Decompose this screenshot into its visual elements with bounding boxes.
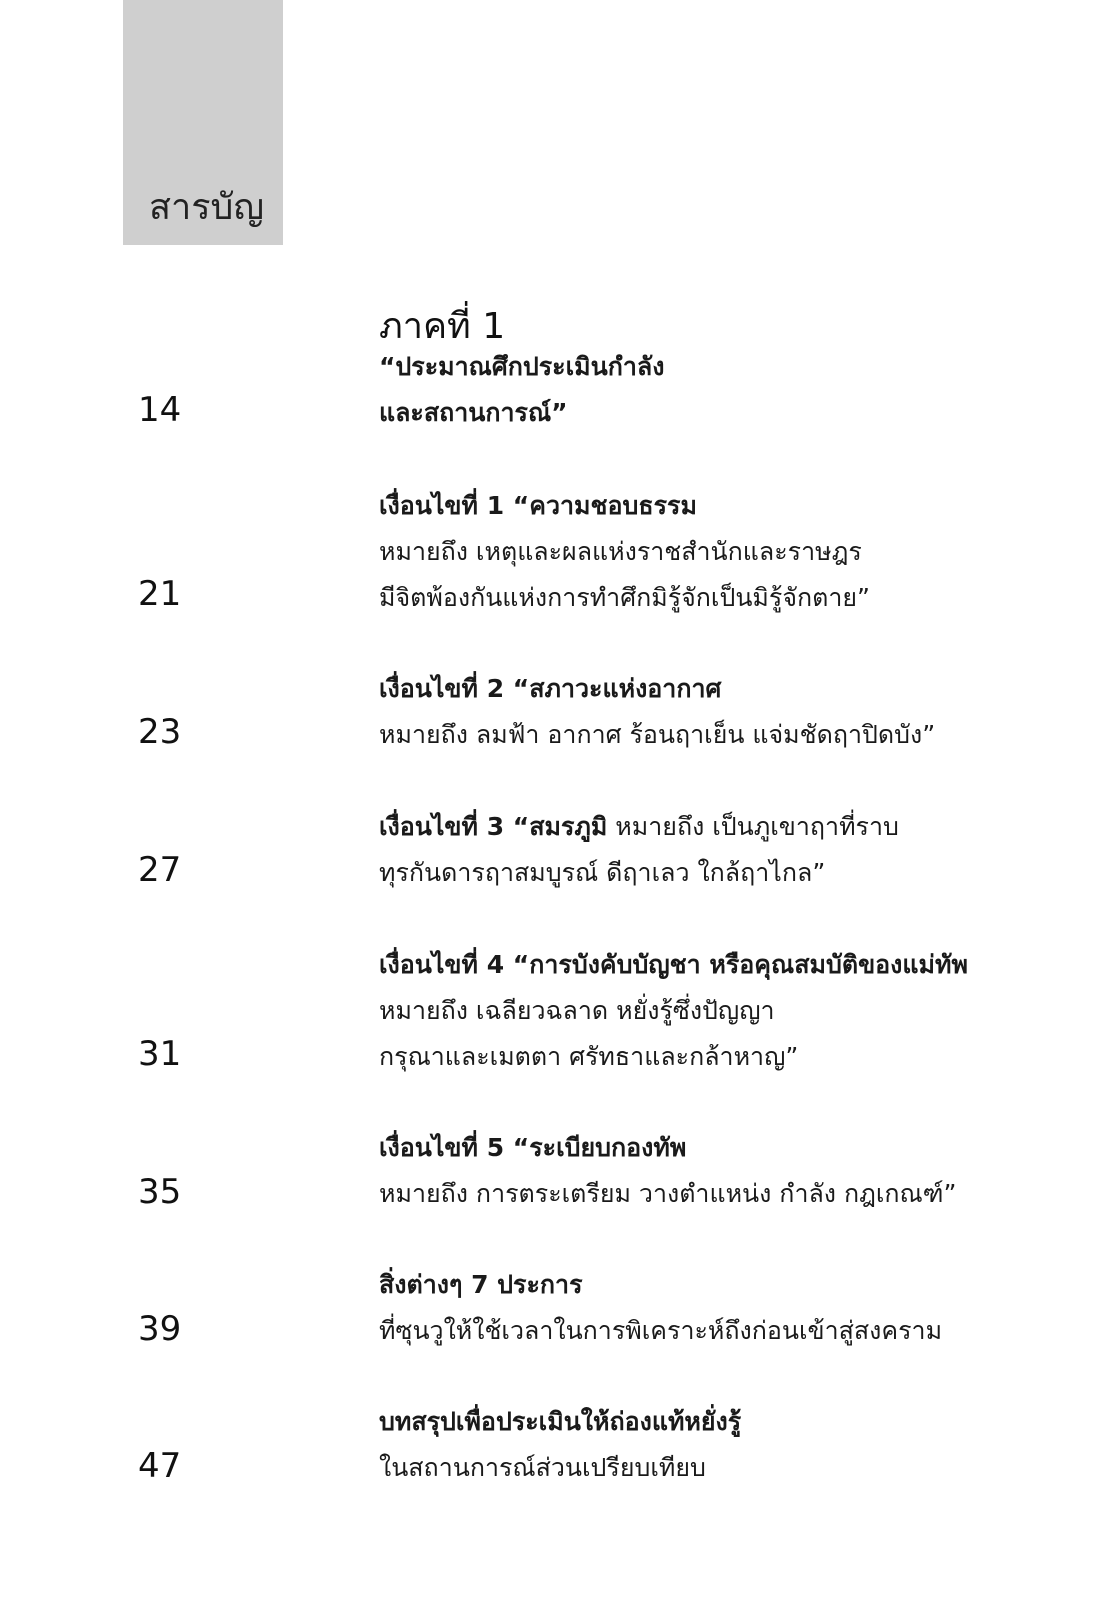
toc-entry-text — [379, 483, 1079, 621]
toc-entry-title: เงื่อนไขที่ 5 “ระเบียบกองทัพ — [379, 1133, 687, 1162]
toc-entry-title: เงื่อนไขที่ 1 “ความชอบธรรม — [379, 491, 697, 520]
toc-page-number: 39 — [138, 1309, 182, 1349]
toc-entry-description: หมายถึง เฉลียวฉลาด หยั่งรู้ซึ่งปัญญา — [379, 996, 775, 1025]
toc-entry-description: หมายถึง การตระเตรียม วางตำแหน่ง กำลัง กฎเกณฑ์” — [379, 1179, 957, 1208]
toc-entry-description: หมายถึง เหตุและผลแห่งราชสำนักและราษฎร — [379, 537, 862, 566]
toc-entry-text — [379, 1125, 1079, 1217]
toc-entry-description: หมายถึง ลมฟ้า อากาศ ร้อนฤาเย็น แจ่มชัดฤาปิดบัง” — [379, 720, 936, 749]
toc-page-number: 23 — [138, 712, 182, 752]
toc-page-number: 31 — [138, 1034, 182, 1074]
toc-entry-text — [379, 1262, 1079, 1354]
toc-entry-text — [379, 1399, 1079, 1491]
toc-page-number: 35 — [138, 1172, 182, 1212]
toc-entry-description: ในสถานการณ์ส่วนเปรียบเทียบ — [379, 1453, 706, 1482]
toc-entry-description: กรุณาและเมตตา ศรัทธาและกล้าหาญ” — [379, 1042, 799, 1071]
toc-entry-text — [379, 344, 1079, 436]
toc-title: สารบัญ — [149, 187, 265, 228]
toc-entry-title-line — [379, 804, 1079, 850]
toc-header-block — [123, 0, 283, 245]
toc-entry-title: และสถานการณ์” — [379, 398, 568, 427]
toc-page-number: 27 — [138, 850, 182, 890]
toc-entry-title: เงื่อนไขที่ 3 “สมรภูมิ — [379, 812, 608, 841]
toc-entry-description: ที่ซุนวูให้ใช้เวลาในการพิเคราะห์ถึงก่อนเข้าสู่สงคราม — [379, 1316, 943, 1345]
part-heading: ภาคที่ 1 — [379, 306, 506, 347]
toc-entry-text — [379, 942, 1079, 1080]
toc-page-number: 47 — [138, 1446, 182, 1486]
toc-entry-description: มีจิตพ้องกันแห่งการทำศึกมิรู้จักเป็นมิรู้จักตาย” — [379, 583, 870, 612]
toc-entry-description: หมายถึง เป็นภูเขาฤาที่ราบ — [607, 812, 899, 841]
toc-entry-text — [379, 804, 1079, 896]
toc-entry-title: สิ่งต่างๆ 7 ประการ — [379, 1270, 583, 1299]
toc-entry-title: เงื่อนไขที่ 2 “สภาวะแห่งอากาศ — [379, 674, 722, 703]
toc-entry-title: “ประมาณศึกประเมินกำลัง — [379, 352, 665, 381]
toc-page-number: 21 — [138, 574, 182, 614]
toc-entry-description: ทุรกันดารฤาสมบูรณ์ ดีฤาเลว ใกล้ฤาไกล” — [379, 858, 826, 887]
toc-entry-text — [379, 666, 1079, 758]
toc-entry-title: เงื่อนไขที่ 4 “การบังคับบัญชา หรือคุณสมบัติของแม่ทัพ — [379, 950, 968, 979]
toc-page-number: 14 — [138, 390, 182, 430]
toc-entry-title: บทสรุปเพื่อประเมินให้ถ่องแท้หยั่งรู้ — [379, 1407, 742, 1436]
